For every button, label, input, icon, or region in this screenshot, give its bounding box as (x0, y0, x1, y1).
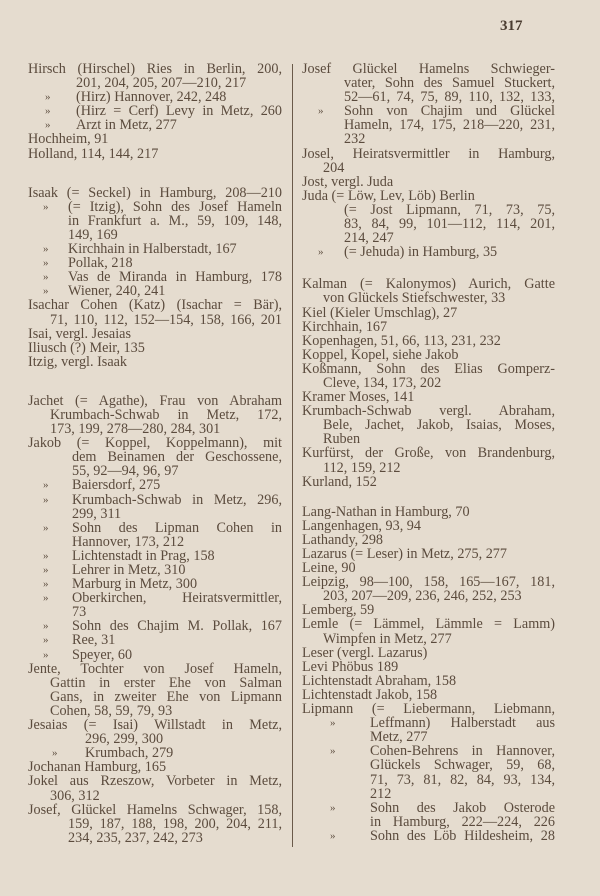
index-line: 204 (323, 159, 345, 176)
index-line (28, 521, 282, 535)
index-entry: Jochanan Hamburg, 165 (28, 759, 167, 776)
index-line (28, 118, 282, 132)
ditto-mark: » (318, 246, 324, 259)
ditto-mark: » (330, 717, 336, 730)
index-line: Metz, 277 (370, 729, 428, 746)
index-subentry: Wiener, 240, 241 (68, 283, 166, 300)
index-entry: Itzig, vergl. Isaak (28, 353, 128, 370)
index-entry: Jokel aus Rzeszow, Vorbeter in Metz, (28, 774, 282, 789)
index-line (302, 801, 555, 815)
index-entry: Lipmann (= Liebermann, Liebmann, (302, 702, 555, 717)
index-entry: Josef, Glückel Hamelns Schwager, 158, (28, 802, 282, 817)
index-line: 112, 159, 212 (323, 459, 401, 476)
index-line: 173, 199, 278—280, 284, 301 (50, 421, 221, 438)
index-entry: Lemberg, 59 (302, 602, 375, 619)
index-line (28, 746, 282, 760)
ditto-mark: » (318, 105, 324, 118)
index-entry: Jost, vergl. Juda (302, 173, 394, 190)
index-subentry: Vas de Miranda in Hamburg, 178 (68, 270, 282, 285)
index-subentry: Sohn des Löb Hildesheim, 28 (370, 828, 555, 843)
index-subentry: Lichtenstadt in Prag, 158 (72, 547, 215, 564)
ditto-mark: » (43, 257, 49, 270)
index-column-left (28, 62, 282, 845)
index-subentry: Sohn des Chajim M. Pollak, 167 (72, 619, 282, 634)
index-subentry: Sohn des Lipman Cohen in (72, 520, 282, 535)
index-subentry: (= Itzig), Sohn des Josef Hameln (68, 199, 282, 214)
index-subentry: Speyer, 60 (72, 646, 133, 663)
index-line: 71, 73, 81, 82, 84, 93, 134, (370, 772, 555, 787)
ditto-mark: » (43, 634, 49, 647)
index-subentry: (= Jehuda) in Hamburg, 35 (344, 244, 498, 261)
index-line: (= Jost Lipmann, 71, 73, 75, (344, 202, 555, 218)
index-subentry: (Hirz) Hannover, 242, 248 (76, 89, 227, 106)
index-entry: Iliusch (?) Meir, 135 (28, 339, 145, 356)
index-line (302, 716, 555, 730)
index-line: 52—61, 74, 75, 89, 110, 132, 133, (344, 90, 555, 105)
index-subentry: Arzt in Metz, 277 (76, 117, 177, 134)
index-line (28, 633, 282, 647)
index-entry: Holland, 114, 144, 217 (28, 145, 159, 162)
index-entry: Juda (= Löw, Lev, Löb) Berlin (302, 187, 475, 204)
index-entry: Kramer Moses, 141 (302, 389, 415, 406)
ditto-mark: » (43, 549, 49, 562)
ditto-mark: » (45, 91, 51, 104)
ditto-mark: » (43, 648, 49, 661)
index-line: 55, 92—94, 96, 97 (72, 463, 179, 480)
index-subentry: Lehrer in Metz, 310 (72, 562, 186, 578)
ditto-mark: » (43, 200, 49, 213)
index-entry: Lathandy, 298 (302, 531, 384, 548)
index-subentry: Marburg in Metz, 300 (72, 576, 198, 593)
index-entry: Jakob (= Koppel, Koppelmann), mit (28, 436, 282, 451)
ditto-mark: » (43, 592, 49, 605)
index-subentry: Pollak, 218 (68, 255, 133, 272)
index-entry: Kopenhagen, 51, 66, 113, 231, 232 (302, 332, 501, 349)
index-line (28, 200, 282, 214)
index-line (28, 104, 282, 118)
ditto-mark: » (43, 243, 49, 256)
section-gap (28, 161, 282, 186)
index-line: 201, 204, 205, 207—210, 217 (76, 75, 247, 92)
index-entry: Kurfürst, der Große, von Brandenburg, (302, 446, 555, 461)
index-line: vater, Sohn des Samuel Stuckert, (344, 76, 555, 91)
index-line: Bele, Jachet, Jakob, Isaias, Moses, (323, 418, 555, 433)
index-entry: Lichtenstadt Abraham, 158 (302, 672, 457, 689)
index-line (302, 245, 555, 259)
index-line (28, 619, 282, 633)
index-line: 299, 311 (72, 505, 122, 522)
index-entry: Lemle (= Lämmel, Lämmle = Lamm) (302, 617, 555, 632)
ditto-mark: » (330, 745, 336, 758)
index-line: 234, 235, 237, 242, 273 (68, 829, 203, 846)
index-line: 83, 84, 99, 101—112, 114, 201, (344, 217, 555, 232)
index-line (28, 648, 282, 662)
ditto-mark: » (43, 564, 49, 576)
index-line: 212 (370, 785, 392, 802)
ditto-mark: » (43, 620, 49, 633)
index-entry: Hochheim, 91 (28, 131, 109, 148)
index-entry: Jachet (= Agathe), Frau von Abraham (28, 393, 282, 408)
index-line (28, 256, 282, 270)
index-subentry: Ree, 31 (72, 632, 116, 649)
ditto-mark: » (43, 493, 49, 506)
index-column-right (302, 62, 555, 843)
index-line (28, 563, 282, 577)
index-line: 73 (72, 604, 87, 621)
section-gap (302, 489, 555, 505)
index-line (28, 284, 282, 298)
index-entry: Josef Glückel Hamelns Schwieger- (302, 62, 555, 77)
index-line: von Glückels Stiefschwester, 33 (323, 290, 506, 307)
index-line (28, 90, 282, 104)
index-entry: Langenhagen, 93, 94 (302, 517, 421, 534)
index-entry: Lichtenstadt Jakob, 158 (302, 686, 438, 703)
index-subentry: Krumbach, 279 (85, 745, 174, 762)
index-line: Ruben (323, 431, 361, 448)
index-line (28, 493, 282, 507)
index-subentry: Sohn von Chajim und Glückel (344, 104, 555, 119)
index-entry: Isai, vergl. Jesaias (28, 325, 131, 342)
ditto-mark: » (45, 105, 51, 118)
index-line: 296, 299, 300 (85, 731, 164, 748)
index-line: Wimpfen in Metz, 277 (323, 630, 452, 647)
column-divider (292, 64, 293, 847)
index-line: Krumbach-Schwab in Metz, 172, (50, 407, 282, 423)
index-entry: Leser (vergl. Lazarus) (302, 644, 428, 661)
index-subentry: Cohen-Behrens in Hannover, (370, 744, 555, 759)
index-line: 71, 110, 112, 152—154, 158, 166, 201 (50, 312, 282, 327)
index-line: 232 (344, 131, 366, 148)
index-line: in Frankfurt a. M., 59, 109, 148, (68, 213, 282, 228)
index-entry: Hirsch (Hirschel) Ries in Berlin, 200, (28, 62, 282, 77)
index-entry: Isaak (= Seckel) in Hamburg, 208—210 (28, 185, 282, 200)
index-line (28, 270, 282, 284)
index-entry: Kiel (Kieler Umschlag), 27 (302, 304, 458, 321)
index-line: in Hamburg, 222—224, 226 (370, 814, 555, 829)
index-line: Hannover, 173, 212 (72, 533, 185, 550)
ditto-mark: » (43, 479, 49, 492)
index-entry: Jesaias (= Isai) Willstadt in Metz, (28, 718, 282, 733)
index-line: 203, 207—209, 236, 246, 252, 253 (323, 588, 522, 605)
index-entry: Kalman (= Kalonymos) Aurich, Gatte (302, 277, 555, 292)
ditto-mark: » (43, 271, 49, 284)
index-entry: Josel, Heiratsvermittler in Hamburg, (302, 146, 555, 161)
index-entry: Kirchhain, 167 (302, 318, 388, 335)
ditto-mark: » (52, 747, 58, 760)
index-line: Cleve, 134, 173, 202 (323, 374, 442, 391)
index-entry: Lang-Nathan in Hamburg, 70 (302, 503, 470, 520)
ditto-mark: » (43, 578, 49, 591)
index-line (28, 478, 282, 492)
index-line: 306, 312 (50, 787, 100, 804)
index-entry: Krumbach-Schwab vergl. Abraham, (302, 404, 555, 419)
index-line: dem Beinamen der Geschossene, (72, 450, 282, 465)
index-subentry: Baiersdorf, 275 (72, 477, 161, 494)
page-number: 317 (500, 18, 523, 34)
ditto-mark: » (330, 829, 336, 842)
section-gap (302, 259, 555, 277)
index-entry: Lazarus (= Leser) in Metz, 275, 277 (302, 546, 507, 562)
index-line: Cohen, 58, 59, 79, 93 (50, 702, 173, 719)
index-line: Gans, in zweiter Ehe von Lipmann (50, 689, 282, 704)
index-subentry: Sohn des Jakob Osterode (370, 800, 555, 815)
index-entry: Kurland, 152 (302, 473, 377, 490)
index-subentry: Oberkirchen, Heiratsvermittler, (72, 591, 282, 606)
ditto-mark: » (43, 285, 49, 298)
index-line: Gattin in erster Ehe von Salman (50, 675, 282, 690)
index-line (28, 242, 282, 256)
index-line (28, 591, 282, 605)
ditto-mark: » (43, 521, 49, 534)
section-gap (28, 369, 282, 394)
ditto-mark: » (330, 801, 336, 814)
index-line: Hameln, 174, 175, 218—220, 231, (344, 118, 555, 133)
index-line (28, 577, 282, 591)
index-entry: Koppel, Kopel, siehe Jakob (302, 346, 459, 363)
index-entry: Isachar Cohen (Katz) (Isachar = Bär), (28, 298, 282, 313)
index-line (28, 549, 282, 563)
index-entry: Jente, Tochter von Josef Hameln, (28, 661, 282, 676)
index-line: 214, 247 (344, 230, 394, 247)
index-subentry: Krumbach-Schwab in Metz, 296, (72, 492, 282, 507)
index-line: 159, 187, 188, 198, 200, 204, 211, (68, 816, 282, 831)
index-entry: Koßmann, Sohn des Elias Gomperz- (302, 361, 555, 376)
index-line (302, 744, 555, 758)
index-line: 149, 169 (68, 226, 118, 243)
index-line (302, 104, 555, 118)
index-line (302, 829, 555, 843)
index-line: Glückels Schwager, 59, 68, (370, 758, 555, 773)
index-subentry: (Hirz = Cerf) Levy in Metz, 260 (76, 104, 282, 119)
ditto-mark: » (45, 119, 51, 132)
index-subentry: Kirchhain in Halberstadt, 167 (68, 241, 237, 258)
index-entry: Levi Phöbus 189 (302, 658, 399, 675)
index-subentry: Leffmann) Halberstadt aus (370, 716, 555, 731)
index-entry: Leipzig, 98—100, 158, 165—167, 181, (302, 575, 555, 590)
index-entry: Leine, 90 (302, 560, 356, 577)
